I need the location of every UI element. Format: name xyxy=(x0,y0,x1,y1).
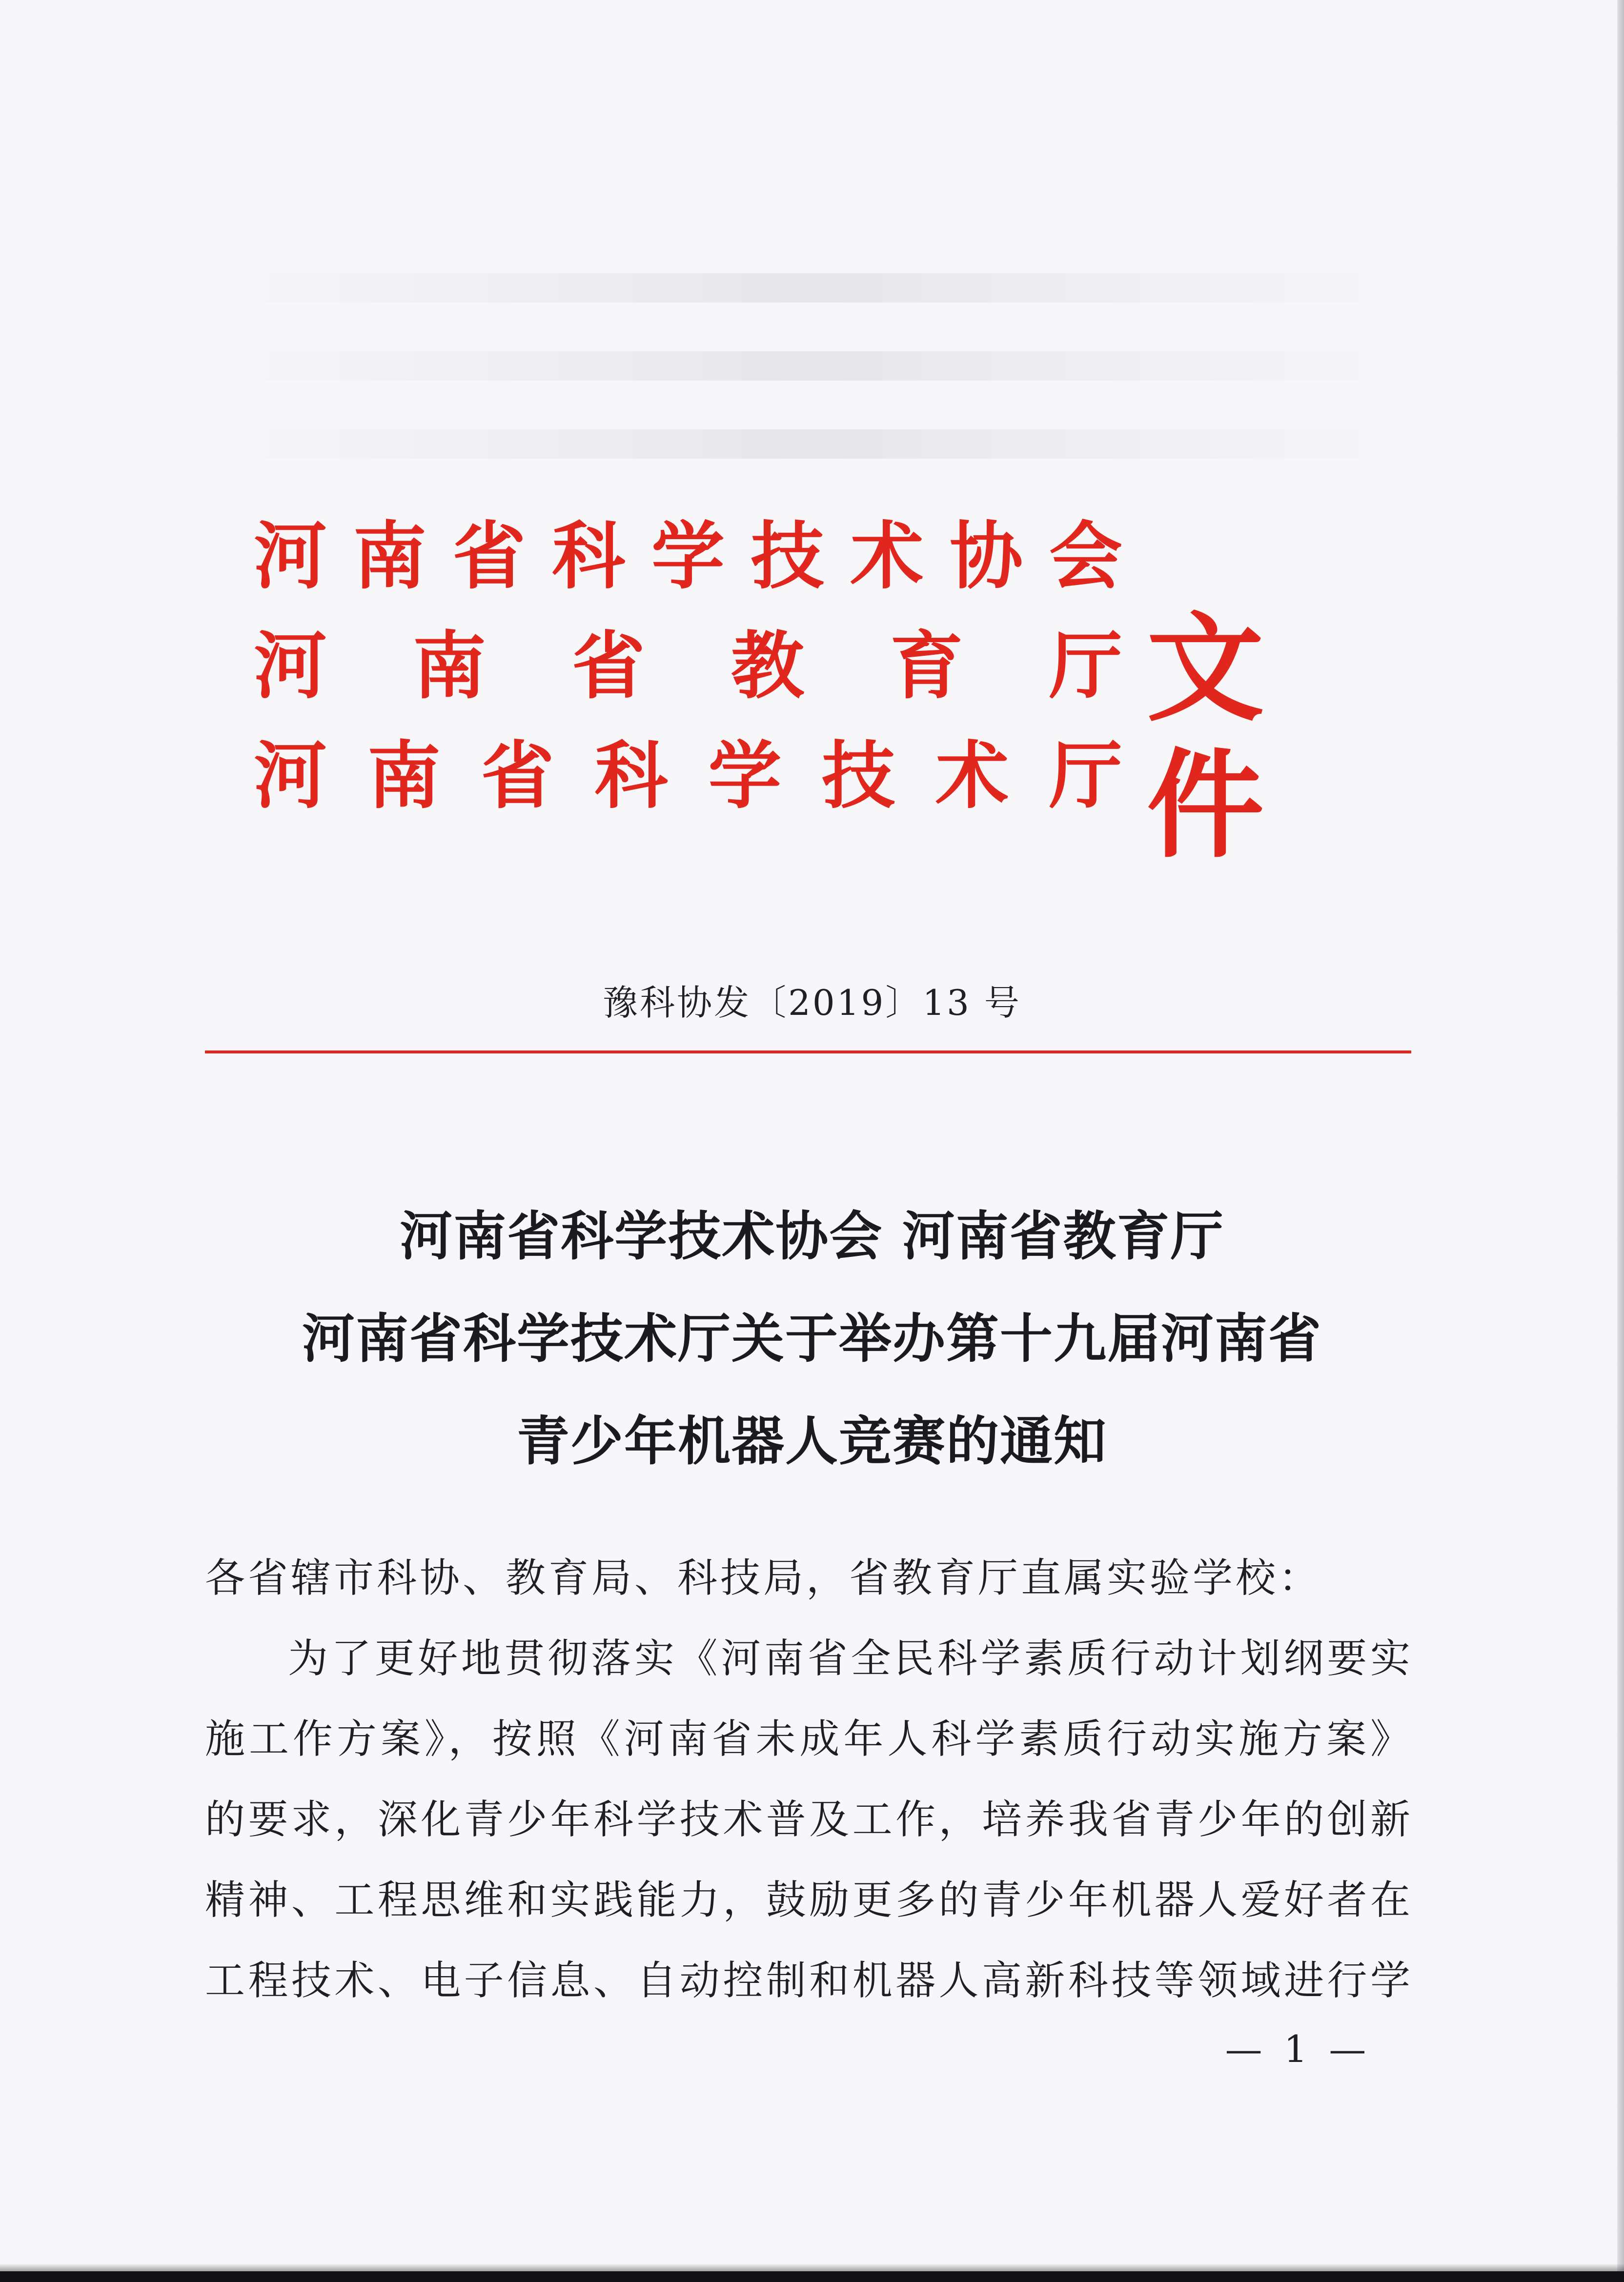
document-type-label: 文件 xyxy=(1147,600,1269,874)
issuer-char: 术 xyxy=(935,733,1009,819)
issuer-char: 学 xyxy=(651,513,725,599)
issuer-char: 科 xyxy=(594,733,668,819)
page-number: — 1 — xyxy=(1225,2027,1371,2071)
scan-edge-right xyxy=(1617,0,1624,2282)
issuer-char: 河 xyxy=(254,623,327,709)
body-text-line: 工程技术、电子信息、自动控制和机器人高新科技等领域进行学 xyxy=(205,1958,1410,2004)
body-text-line: 精神、工程思维和实践能力，鼓励更多的青少年机器人爱好者在 xyxy=(205,1877,1410,1923)
notice-title-line-1: 河南省科学技术协会 河南省教育厅 xyxy=(400,1206,1224,1267)
scan-bleed-through xyxy=(205,351,1420,381)
issuer-char: 术 xyxy=(850,513,924,599)
scan-edge-bottom xyxy=(0,2271,1624,2282)
scan-bleed-through xyxy=(205,273,1420,303)
issuer-char: 厅 xyxy=(1049,623,1122,709)
body-text-line: 施工作方案》，按照《河南省未成年人科学素质行动实施方案》 xyxy=(205,1716,1410,1762)
issuer-char: 南 xyxy=(353,513,426,599)
issuer-char: 协 xyxy=(950,513,1023,599)
issuer-char: 科 xyxy=(552,513,626,599)
notice-title-line-3: 青少年机器人竞赛的通知 xyxy=(516,1411,1107,1472)
issuer-char: 河 xyxy=(254,513,327,599)
scan-edge-shadow xyxy=(0,2263,1624,2271)
issuer-char: 省 xyxy=(481,733,554,819)
red-letterhead xyxy=(254,507,1376,874)
document-number: 豫科协发〔2019〕13 号 xyxy=(603,982,1021,1023)
issuer-char: 学 xyxy=(708,733,782,819)
issuer-char: 教 xyxy=(731,623,804,709)
issuer-char: 南 xyxy=(367,733,441,819)
issuer-char: 省 xyxy=(571,623,645,709)
red-divider-line xyxy=(205,1050,1411,1053)
issuer-char: 技 xyxy=(751,513,824,599)
issuer-line-science-department xyxy=(254,727,1122,825)
issuer-char: 南 xyxy=(412,623,486,709)
issuer-char: 省 xyxy=(452,513,526,599)
body-text-line: 为了更好地贯彻落实《河南省全民科学素质行动计划纲要实 xyxy=(288,1636,1410,1682)
scan-bleed-through xyxy=(205,429,1420,459)
issuer-char: 厅 xyxy=(1049,733,1122,819)
issuer-char: 河 xyxy=(254,733,327,819)
issuer-char: 育 xyxy=(890,623,963,709)
issuer-char: 会 xyxy=(1049,513,1122,599)
issuer-line-education-department xyxy=(254,617,1122,715)
body-text-line: 的要求，深化青少年科学技术普及工作，培养我省青少年的创新 xyxy=(205,1797,1410,1843)
notice-title-line-2: 河南省科学技术厅关于举办第十九届河南省 xyxy=(302,1309,1322,1370)
addressee: 各省辖市科协、教育局、科技局，省教育厅直属实验学校： xyxy=(205,1555,1322,1601)
issuer-char: 技 xyxy=(822,733,895,819)
issuer-line-provincial-association xyxy=(254,507,1122,605)
